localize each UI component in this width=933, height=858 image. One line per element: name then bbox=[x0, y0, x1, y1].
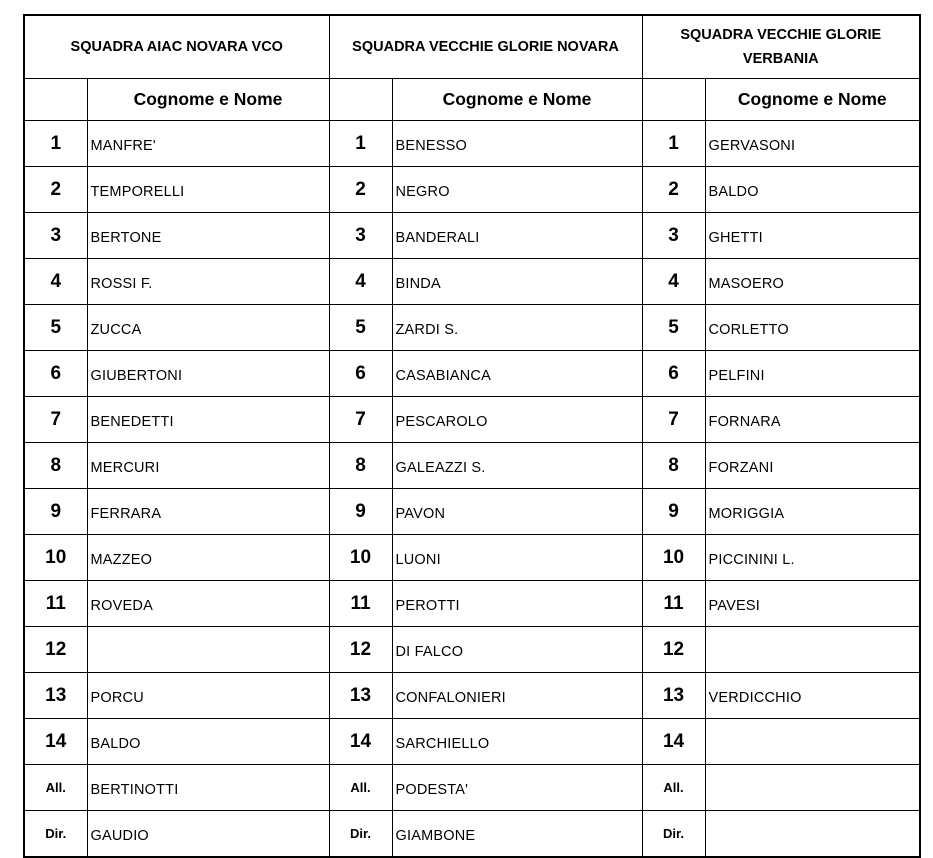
player-name: PEROTTI bbox=[392, 581, 642, 627]
row-number: 8 bbox=[642, 443, 705, 489]
row-number: 5 bbox=[329, 305, 392, 351]
player-row bbox=[24, 167, 920, 213]
roster-table bbox=[23, 14, 921, 858]
player-name: PELFINI bbox=[705, 351, 920, 397]
player-name: BANDERALI bbox=[392, 213, 642, 259]
roster-body bbox=[24, 15, 920, 857]
player-name: BALDO bbox=[87, 719, 329, 765]
row-number: 12 bbox=[642, 627, 705, 673]
player-name: BINDA bbox=[392, 259, 642, 305]
player-name: GIAMBONE bbox=[392, 811, 642, 858]
player-name bbox=[705, 765, 920, 811]
player-row bbox=[24, 627, 920, 673]
player-row bbox=[24, 581, 920, 627]
column-header-row bbox=[24, 79, 920, 121]
player-name: MANFRE' bbox=[87, 121, 329, 167]
player-row bbox=[24, 305, 920, 351]
row-number: 1 bbox=[24, 121, 87, 167]
player-name: BENESSO bbox=[392, 121, 642, 167]
row-number: Dir. bbox=[24, 811, 87, 858]
player-name: LUONI bbox=[392, 535, 642, 581]
row-number: 14 bbox=[642, 719, 705, 765]
player-name: MAZZEO bbox=[87, 535, 329, 581]
player-row bbox=[24, 765, 920, 811]
player-name bbox=[705, 719, 920, 765]
row-number: 10 bbox=[329, 535, 392, 581]
row-number: 5 bbox=[642, 305, 705, 351]
player-name: PICCININI L. bbox=[705, 535, 920, 581]
team-title-row bbox=[24, 15, 920, 79]
player-name: MERCURI bbox=[87, 443, 329, 489]
player-row bbox=[24, 719, 920, 765]
player-name: MASOERO bbox=[705, 259, 920, 305]
row-number: Dir. bbox=[329, 811, 392, 858]
player-name: GERVASONI bbox=[705, 121, 920, 167]
row-number: 6 bbox=[329, 351, 392, 397]
player-name: GHETTI bbox=[705, 213, 920, 259]
row-number: 13 bbox=[329, 673, 392, 719]
row-number: 9 bbox=[642, 489, 705, 535]
row-number: 10 bbox=[24, 535, 87, 581]
player-name: BERTINOTTI bbox=[87, 765, 329, 811]
player-name: FORNARA bbox=[705, 397, 920, 443]
player-name: FERRARA bbox=[87, 489, 329, 535]
row-number: 2 bbox=[24, 167, 87, 213]
player-name: FORZANI bbox=[705, 443, 920, 489]
row-number: 5 bbox=[24, 305, 87, 351]
row-number: 12 bbox=[329, 627, 392, 673]
row-number: 8 bbox=[24, 443, 87, 489]
player-row bbox=[24, 673, 920, 719]
row-number: 2 bbox=[642, 167, 705, 213]
player-name bbox=[87, 627, 329, 673]
player-name: DI FALCO bbox=[392, 627, 642, 673]
row-number: 9 bbox=[329, 489, 392, 535]
row-number: All. bbox=[329, 765, 392, 811]
player-row bbox=[24, 213, 920, 259]
player-name: TEMPORELLI bbox=[87, 167, 329, 213]
row-number: 11 bbox=[642, 581, 705, 627]
number-column-header bbox=[642, 79, 705, 121]
name-column-header: Cognome e Nome bbox=[87, 79, 329, 121]
row-number: 3 bbox=[24, 213, 87, 259]
team-title-aiac-novara-vco: SQUADRA AIAC NOVARA VCO bbox=[24, 15, 329, 79]
row-number: 1 bbox=[329, 121, 392, 167]
player-name: PAVON bbox=[392, 489, 642, 535]
row-number: 11 bbox=[329, 581, 392, 627]
player-name: GIUBERTONI bbox=[87, 351, 329, 397]
row-number: 7 bbox=[642, 397, 705, 443]
row-number: 13 bbox=[24, 673, 87, 719]
row-number: 4 bbox=[329, 259, 392, 305]
player-name: MORIGGIA bbox=[705, 489, 920, 535]
row-number: 12 bbox=[24, 627, 87, 673]
name-column-header: Cognome e Nome bbox=[705, 79, 920, 121]
row-number: Dir. bbox=[642, 811, 705, 858]
player-name: ROSSI F. bbox=[87, 259, 329, 305]
player-name: BENEDETTI bbox=[87, 397, 329, 443]
row-number: 3 bbox=[329, 213, 392, 259]
row-number: 6 bbox=[24, 351, 87, 397]
row-number: All. bbox=[24, 765, 87, 811]
number-column-header bbox=[24, 79, 87, 121]
player-name: CONFALONIERI bbox=[392, 673, 642, 719]
row-number: 7 bbox=[329, 397, 392, 443]
player-row bbox=[24, 397, 920, 443]
player-name bbox=[705, 627, 920, 673]
name-column-header: Cognome e Nome bbox=[392, 79, 642, 121]
row-number: 4 bbox=[24, 259, 87, 305]
player-row bbox=[24, 489, 920, 535]
player-name: ROVEDA bbox=[87, 581, 329, 627]
row-number: 3 bbox=[642, 213, 705, 259]
row-number: 9 bbox=[24, 489, 87, 535]
row-number: 7 bbox=[24, 397, 87, 443]
player-row bbox=[24, 121, 920, 167]
row-number: 2 bbox=[329, 167, 392, 213]
row-number: 6 bbox=[642, 351, 705, 397]
row-number: 14 bbox=[329, 719, 392, 765]
player-name: ZUCCA bbox=[87, 305, 329, 351]
row-number: 4 bbox=[642, 259, 705, 305]
player-name: NEGRO bbox=[392, 167, 642, 213]
player-name bbox=[705, 811, 920, 858]
number-column-header bbox=[329, 79, 392, 121]
player-name: PORCU bbox=[87, 673, 329, 719]
row-number: 8 bbox=[329, 443, 392, 489]
player-name: PODESTA' bbox=[392, 765, 642, 811]
player-name: CORLETTO bbox=[705, 305, 920, 351]
player-name: SARCHIELLO bbox=[392, 719, 642, 765]
player-name: PAVESI bbox=[705, 581, 920, 627]
player-row bbox=[24, 811, 920, 858]
team-title-vecchie-glorie-verbania: SQUADRA VECCHIE GLORIE VERBANIA bbox=[642, 15, 920, 79]
player-name: GALEAZZI S. bbox=[392, 443, 642, 489]
row-number: 11 bbox=[24, 581, 87, 627]
player-row bbox=[24, 535, 920, 581]
row-number: All. bbox=[642, 765, 705, 811]
player-row bbox=[24, 259, 920, 305]
player-name: VERDICCHIO bbox=[705, 673, 920, 719]
team-title-vecchie-glorie-novara: SQUADRA VECCHIE GLORIE NOVARA bbox=[329, 15, 642, 79]
player-row bbox=[24, 443, 920, 489]
player-name: BALDO bbox=[705, 167, 920, 213]
player-name: PESCAROLO bbox=[392, 397, 642, 443]
row-number: 10 bbox=[642, 535, 705, 581]
row-number: 13 bbox=[642, 673, 705, 719]
row-number: 14 bbox=[24, 719, 87, 765]
player-name: BERTONE bbox=[87, 213, 329, 259]
player-name: GAUDIO bbox=[87, 811, 329, 858]
row-number: 1 bbox=[642, 121, 705, 167]
player-row bbox=[24, 351, 920, 397]
player-name: CASABIANCA bbox=[392, 351, 642, 397]
player-name: ZARDI S. bbox=[392, 305, 642, 351]
